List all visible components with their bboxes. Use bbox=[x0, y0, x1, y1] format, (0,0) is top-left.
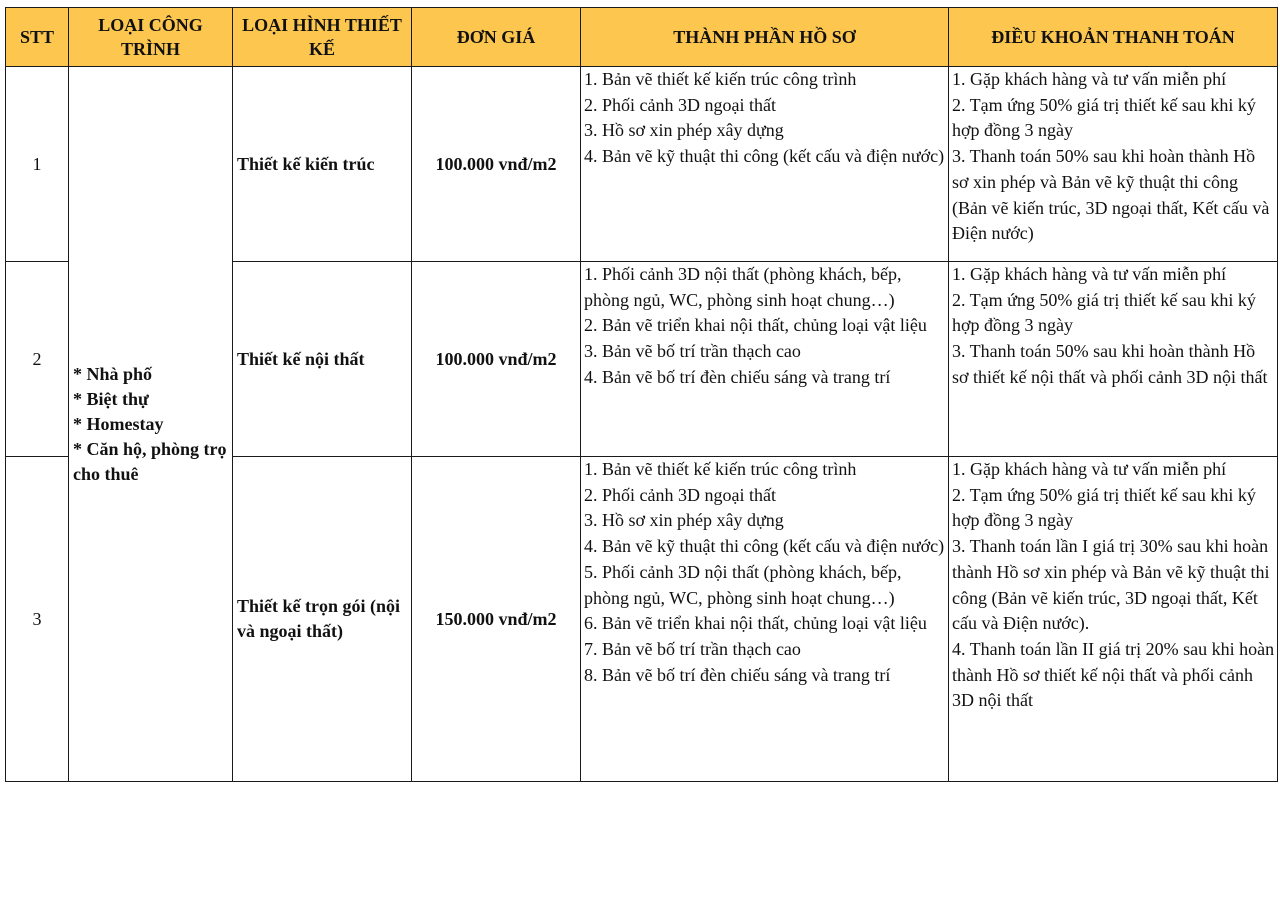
document-item: 2. Bản vẽ triển khai nội thất, chủng loại vật liệu bbox=[584, 315, 927, 336]
term-item: 2. Tạm ứng 50% giá trị thiết kế sau khi ký hợp đồng 3 ngày bbox=[952, 94, 1256, 141]
term-item: 4. Thanh toán lần II giá trị 20% sau khi hoàn thành Hồ sơ thiết kế nội thất và phối cảnh 3D nội thất bbox=[952, 638, 1275, 711]
header-unit-price: ĐƠN GIÁ bbox=[412, 8, 581, 67]
term-item: 1. Gặp khách hàng và tư vấn miễn phí bbox=[952, 459, 1227, 479]
term-item: 3. Thanh toán lần I giá trị 30% sau khi hoàn thành Hồ sơ xin phép và Bản vẽ kỹ thuật thi công (Bản vẽ kiến trúc, 3D ngoại thất, Kết cấu và Điện nước). bbox=[952, 536, 1270, 634]
row-payment-terms bbox=[949, 67, 1278, 262]
row-price: 100.000 vnđ/m2 bbox=[412, 262, 581, 457]
document-item: 3. Hồ sơ xin phép xây dựng bbox=[584, 510, 784, 531]
document-item: 2. Phối cảnh 3D ngoại thất bbox=[584, 484, 776, 505]
document-item: 2. Phối cảnh 3D ngoại thất bbox=[584, 94, 776, 115]
header-documents: THÀNH PHẦN HỒ SƠ bbox=[581, 8, 949, 67]
row-payment-terms bbox=[949, 457, 1278, 782]
row-price: 100.000 vnđ/m2 bbox=[412, 67, 581, 262]
category-item: * Biệt thự bbox=[73, 388, 149, 409]
document-item: 3. Bản vẽ bố trí trần thạch cao bbox=[584, 341, 801, 362]
category-item: * Homestay bbox=[73, 413, 164, 434]
category-cell bbox=[69, 67, 233, 782]
header-payment-terms: ĐIỀU KHOẢN THANH TOÁN bbox=[949, 8, 1278, 67]
term-item: 2. Tạm ứng 50% giá trị thiết kế sau khi ký hợp đồng 3 ngày bbox=[952, 289, 1256, 336]
document-item: 8. Bản vẽ bố trí đèn chiếu sáng và trang trí bbox=[584, 664, 891, 685]
term-item: 1. Gặp khách hàng và tư vấn miễn phí bbox=[952, 264, 1227, 284]
header-stt: STT bbox=[6, 8, 69, 67]
row-design-type: Thiết kế nội thất bbox=[233, 262, 412, 457]
document-item: 4. Bản vẽ kỹ thuật thi công (kết cấu và điện nước) bbox=[584, 146, 945, 167]
document-item: 4. Bản vẽ bố trí đèn chiếu sáng và trang trí bbox=[584, 366, 891, 387]
term-item: 2. Tạm ứng 50% giá trị thiết kế sau khi ký hợp đồng 3 ngày bbox=[952, 484, 1256, 531]
document-item: 5. Phối cảnh 3D nội thất (phòng khách, bếp, phòng ngủ, WC, phòng sinh hoạt chung…) bbox=[584, 561, 902, 608]
row-payment-terms bbox=[949, 262, 1278, 457]
category-item: * Nhà phố bbox=[73, 363, 153, 384]
document-item: 1. Phối cảnh 3D nội thất (phòng khách, bếp, phòng ngủ, WC, phòng sinh hoạt chung…) bbox=[584, 264, 902, 310]
row-stt: 2 bbox=[6, 262, 69, 457]
term-item: 1. Gặp khách hàng và tư vấn miễn phí bbox=[952, 69, 1227, 89]
row-stt: 1 bbox=[6, 67, 69, 262]
term-item: 3. Thanh toán 50% sau khi hoàn thành Hồ sơ xin phép và Bản vẽ kỹ thuật thi công (Bản vẽ kiến trúc, 3D ngoại thất, Kết cấu và Điện nước) bbox=[952, 146, 1270, 244]
category-item: * Căn hộ, phòng trọ cho thuê bbox=[73, 438, 227, 484]
pricing-table bbox=[5, 7, 1278, 782]
row-documents bbox=[581, 457, 949, 782]
header-design-type: LOẠI HÌNH THIẾT KẾ bbox=[233, 8, 412, 67]
document-item: 7. Bản vẽ bố trí trần thạch cao bbox=[584, 638, 801, 659]
table-header-row bbox=[6, 8, 1278, 67]
document-item: 1. Bản vẽ thiết kế kiến trúc công trình bbox=[584, 69, 857, 89]
row-design-type: Thiết kế kiến trúc bbox=[233, 67, 412, 262]
header-category: LOẠI CÔNG TRÌNH bbox=[69, 8, 233, 67]
document-item: 6. Bản vẽ triển khai nội thất, chủng loại vật liệu bbox=[584, 613, 927, 634]
row-stt: 3 bbox=[6, 457, 69, 782]
row-documents bbox=[581, 262, 949, 457]
term-item: 3. Thanh toán 50% sau khi hoàn thành Hồ sơ thiết kế nội thất và phối cảnh 3D nội thất bbox=[952, 341, 1268, 387]
row-design-type: Thiết kế trọn gói (nội và ngoại thất) bbox=[233, 457, 412, 782]
row-documents bbox=[581, 67, 949, 262]
row-price: 150.000 vnđ/m2 bbox=[412, 457, 581, 782]
document-item: 3. Hồ sơ xin phép xây dựng bbox=[584, 120, 784, 141]
document-item: 4. Bản vẽ kỹ thuật thi công (kết cấu và điện nước) bbox=[584, 536, 945, 557]
table-row bbox=[6, 67, 1278, 262]
document-item: 1. Bản vẽ thiết kế kiến trúc công trình bbox=[584, 459, 857, 479]
